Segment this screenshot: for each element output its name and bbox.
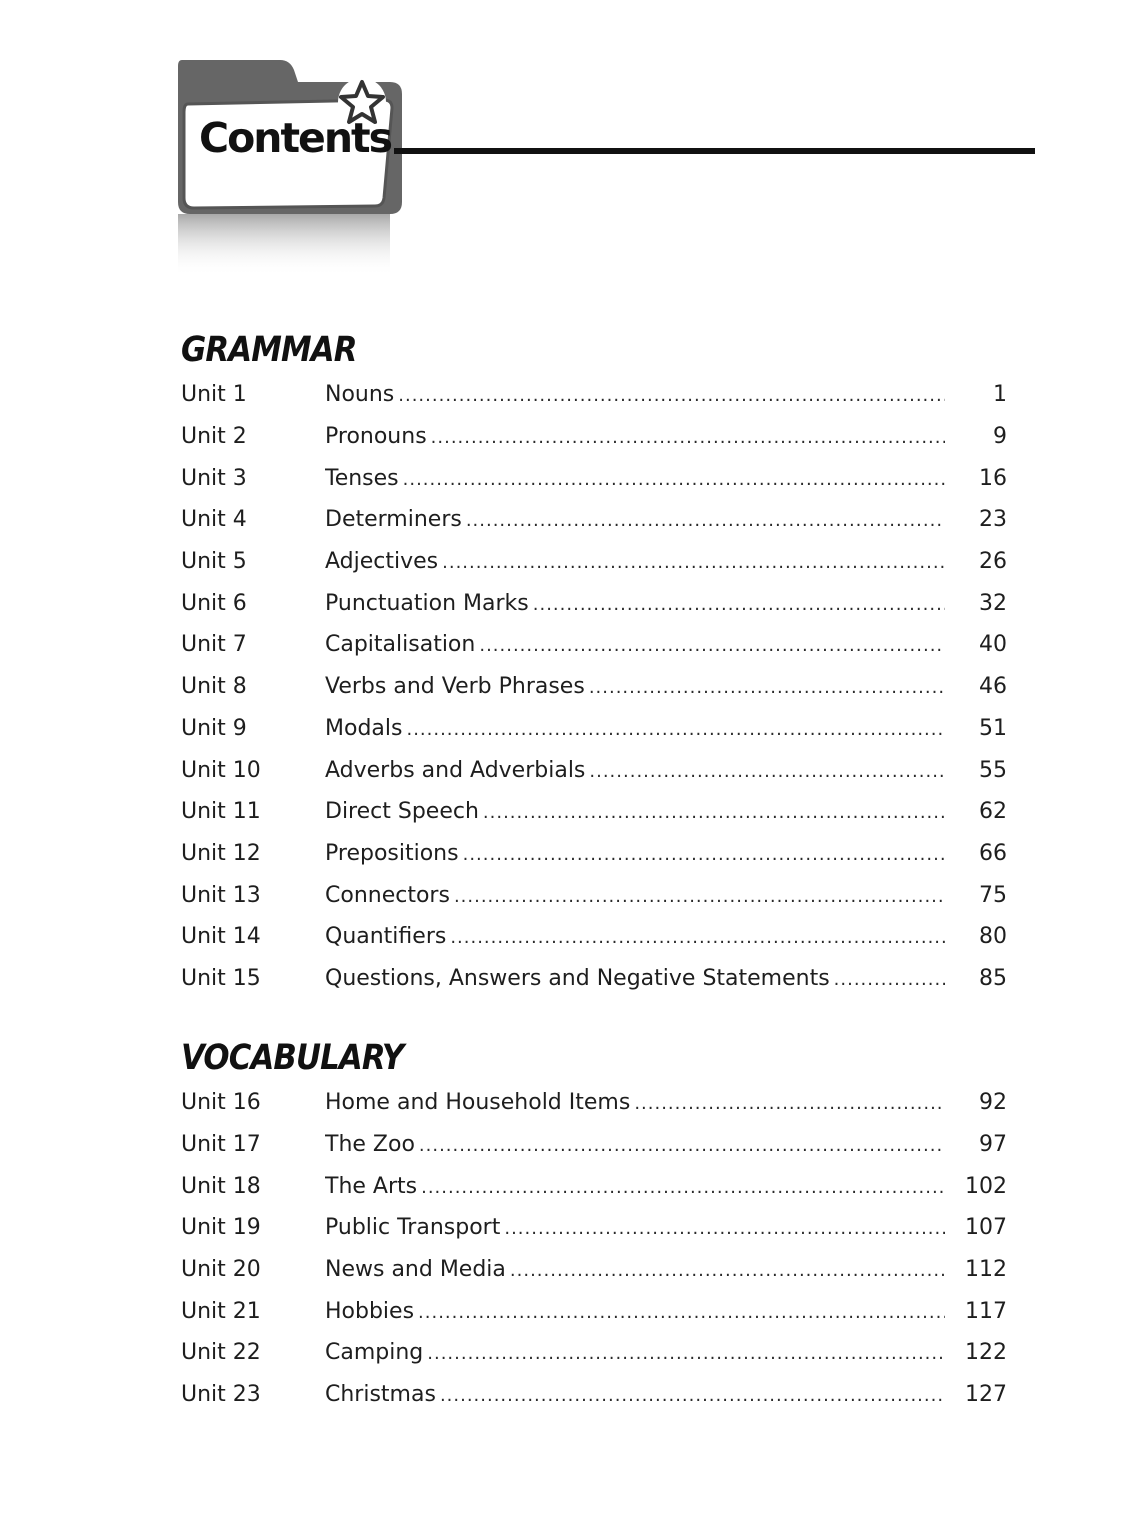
dot-leader bbox=[533, 594, 945, 615]
toc-leader bbox=[325, 424, 945, 449]
toc-leader bbox=[325, 716, 945, 741]
unit-title: News and Media bbox=[325, 1257, 506, 1283]
page-number: 112 bbox=[965, 1257, 1007, 1283]
page-number: 51 bbox=[979, 715, 1007, 741]
unit-number: Unit 23 bbox=[181, 1382, 261, 1408]
dot-leader bbox=[479, 635, 945, 656]
unit-title: Direct Speech bbox=[325, 799, 479, 825]
dot-leader bbox=[466, 510, 945, 531]
toc-entry[interactable] bbox=[181, 1332, 1011, 1374]
unit-title: Modals bbox=[325, 715, 403, 741]
unit-number: Unit 19 bbox=[181, 1215, 261, 1241]
toc-leader bbox=[325, 549, 945, 574]
page-number: 26 bbox=[979, 549, 1007, 575]
toc-entry[interactable] bbox=[181, 916, 1011, 958]
page-number: 117 bbox=[965, 1298, 1007, 1324]
page-number: 66 bbox=[979, 840, 1007, 866]
toc-leader bbox=[325, 1299, 945, 1324]
dot-leader bbox=[406, 719, 945, 740]
toc-entry[interactable] bbox=[181, 499, 1011, 541]
unit-title: Tenses bbox=[325, 465, 399, 491]
toc-leader bbox=[325, 924, 945, 949]
unit-number: Unit 1 bbox=[181, 382, 247, 408]
page-number: 122 bbox=[965, 1340, 1007, 1366]
unit-number: Unit 12 bbox=[181, 840, 261, 866]
section-heading-vocabulary: VOCABULARY bbox=[181, 1038, 404, 1078]
toc-leader bbox=[325, 674, 945, 699]
page-number: 1 bbox=[993, 382, 1007, 408]
page-title: Contents bbox=[199, 114, 392, 162]
toc-entry[interactable] bbox=[181, 791, 1011, 833]
toc-entry[interactable] bbox=[181, 1082, 1011, 1124]
toc-entry[interactable] bbox=[181, 1207, 1011, 1249]
toc-entry[interactable] bbox=[181, 374, 1011, 416]
dot-leader bbox=[510, 1260, 945, 1281]
dot-leader bbox=[442, 552, 945, 573]
dot-leader bbox=[834, 969, 945, 990]
page-number: 40 bbox=[979, 632, 1007, 658]
toc-leader bbox=[325, 1257, 945, 1282]
unit-number: Unit 16 bbox=[181, 1090, 261, 1116]
toc-leader bbox=[325, 632, 945, 657]
toc-entry[interactable] bbox=[181, 1124, 1011, 1166]
unit-number: Unit 13 bbox=[181, 882, 261, 908]
unit-title: Home and Household Items bbox=[325, 1090, 631, 1116]
page-number: 85 bbox=[979, 965, 1007, 991]
toc-entry[interactable] bbox=[181, 1290, 1011, 1332]
dot-leader bbox=[450, 927, 945, 948]
unit-number: Unit 4 bbox=[181, 507, 247, 533]
page-number: 62 bbox=[979, 799, 1007, 825]
toc-leader bbox=[325, 966, 945, 991]
unit-title: Capitalisation bbox=[325, 632, 476, 658]
toc-entry[interactable] bbox=[181, 457, 1011, 499]
page-number: 46 bbox=[979, 674, 1007, 700]
dot-leader bbox=[483, 802, 945, 823]
unit-title: Prepositions bbox=[325, 840, 459, 866]
toc-entry[interactable] bbox=[181, 541, 1011, 583]
header-divider bbox=[394, 148, 1035, 154]
page-number: 9 bbox=[993, 424, 1007, 450]
dot-leader bbox=[454, 886, 945, 907]
unit-number: Unit 21 bbox=[181, 1298, 261, 1324]
unit-number: Unit 6 bbox=[181, 590, 247, 616]
page-number: 75 bbox=[979, 882, 1007, 908]
grammar-toc-list bbox=[181, 374, 1011, 999]
toc-entry[interactable] bbox=[181, 416, 1011, 458]
toc-leader bbox=[325, 758, 945, 783]
toc-entry[interactable] bbox=[181, 749, 1011, 791]
page-number: 102 bbox=[965, 1173, 1007, 1199]
unit-title: Nouns bbox=[325, 382, 395, 408]
unit-title: Verbs and Verb Phrases bbox=[325, 674, 585, 700]
toc-leader bbox=[325, 382, 945, 407]
unit-title: Christmas bbox=[325, 1382, 436, 1408]
dot-leader bbox=[431, 427, 945, 448]
unit-number: Unit 20 bbox=[181, 1257, 261, 1283]
toc-leader bbox=[325, 841, 945, 866]
toc-entry[interactable] bbox=[181, 582, 1011, 624]
dot-leader bbox=[463, 844, 945, 865]
unit-number: Unit 14 bbox=[181, 924, 261, 950]
page-number: 55 bbox=[979, 757, 1007, 783]
vocabulary-toc-list bbox=[181, 1082, 1011, 1416]
unit-title: Adverbs and Adverbials bbox=[325, 757, 586, 783]
unit-number: Unit 3 bbox=[181, 465, 247, 491]
page-number: 107 bbox=[965, 1215, 1007, 1241]
unit-title: Punctuation Marks bbox=[325, 590, 529, 616]
toc-entry[interactable] bbox=[181, 874, 1011, 916]
dot-leader bbox=[589, 761, 945, 782]
toc-leader bbox=[325, 1382, 945, 1407]
toc-entry[interactable] bbox=[181, 1165, 1011, 1207]
unit-number: Unit 10 bbox=[181, 757, 261, 783]
dot-leader bbox=[589, 677, 945, 698]
toc-leader bbox=[325, 1090, 945, 1115]
unit-number: Unit 18 bbox=[181, 1173, 261, 1199]
toc-leader bbox=[325, 1215, 945, 1240]
unit-title: Connectors bbox=[325, 882, 450, 908]
toc-leader bbox=[325, 883, 945, 908]
grammar-section bbox=[181, 326, 1011, 999]
contents-folder-graphic bbox=[170, 52, 410, 282]
unit-title: The Zoo bbox=[325, 1132, 415, 1158]
toc-leader bbox=[325, 1132, 945, 1157]
toc-entry[interactable] bbox=[181, 1374, 1011, 1416]
unit-number: Unit 15 bbox=[181, 965, 261, 991]
dot-leader bbox=[440, 1385, 945, 1406]
unit-title: Determiners bbox=[325, 507, 462, 533]
unit-title: Camping bbox=[325, 1340, 424, 1366]
unit-title: Quantifiers bbox=[325, 924, 447, 950]
dot-leader bbox=[419, 1135, 945, 1156]
page-number: 97 bbox=[979, 1132, 1007, 1158]
page-number: 80 bbox=[979, 924, 1007, 950]
unit-number: Unit 2 bbox=[181, 424, 247, 450]
dot-leader bbox=[421, 1177, 945, 1198]
toc-leader bbox=[325, 1174, 945, 1199]
unit-number: Unit 8 bbox=[181, 674, 247, 700]
unit-title: Questions, Answers and Negative Statements bbox=[325, 965, 830, 991]
unit-number: Unit 7 bbox=[181, 632, 247, 658]
dot-leader bbox=[427, 1343, 945, 1364]
dot-leader bbox=[403, 469, 945, 490]
page-number: 32 bbox=[979, 590, 1007, 616]
unit-number: Unit 22 bbox=[181, 1340, 261, 1366]
page-number: 92 bbox=[979, 1090, 1007, 1116]
unit-title: The Arts bbox=[325, 1173, 418, 1199]
unit-number: Unit 11 bbox=[181, 799, 261, 825]
toc-entry[interactable] bbox=[181, 624, 1011, 666]
toc-entry[interactable] bbox=[181, 708, 1011, 750]
page-number: 127 bbox=[965, 1382, 1007, 1408]
unit-number: Unit 17 bbox=[181, 1132, 261, 1158]
toc-leader bbox=[325, 591, 945, 616]
unit-title: Public Transport bbox=[325, 1215, 501, 1241]
unit-title: Hobbies bbox=[325, 1298, 415, 1324]
section-heading-grammar: GRAMMAR bbox=[181, 330, 357, 370]
toc-entry[interactable] bbox=[181, 1249, 1011, 1291]
page-number: 16 bbox=[979, 465, 1007, 491]
unit-title: Adjectives bbox=[325, 549, 439, 575]
unit-number: Unit 9 bbox=[181, 715, 247, 741]
page-number: 23 bbox=[979, 507, 1007, 533]
toc-entry[interactable] bbox=[181, 833, 1011, 875]
unit-title: Pronouns bbox=[325, 424, 427, 450]
unit-number: Unit 5 bbox=[181, 549, 247, 575]
dot-leader bbox=[398, 385, 945, 406]
dot-leader bbox=[634, 1093, 945, 1114]
toc-leader bbox=[325, 507, 945, 532]
toc-entry[interactable] bbox=[181, 666, 1011, 708]
vocabulary-section bbox=[181, 1034, 1011, 1416]
toc-leader bbox=[325, 466, 945, 491]
toc-leader bbox=[325, 799, 945, 824]
toc-leader bbox=[325, 1340, 945, 1365]
dot-leader bbox=[504, 1218, 945, 1239]
dot-leader bbox=[418, 1302, 945, 1323]
toc-entry[interactable] bbox=[181, 958, 1011, 1000]
